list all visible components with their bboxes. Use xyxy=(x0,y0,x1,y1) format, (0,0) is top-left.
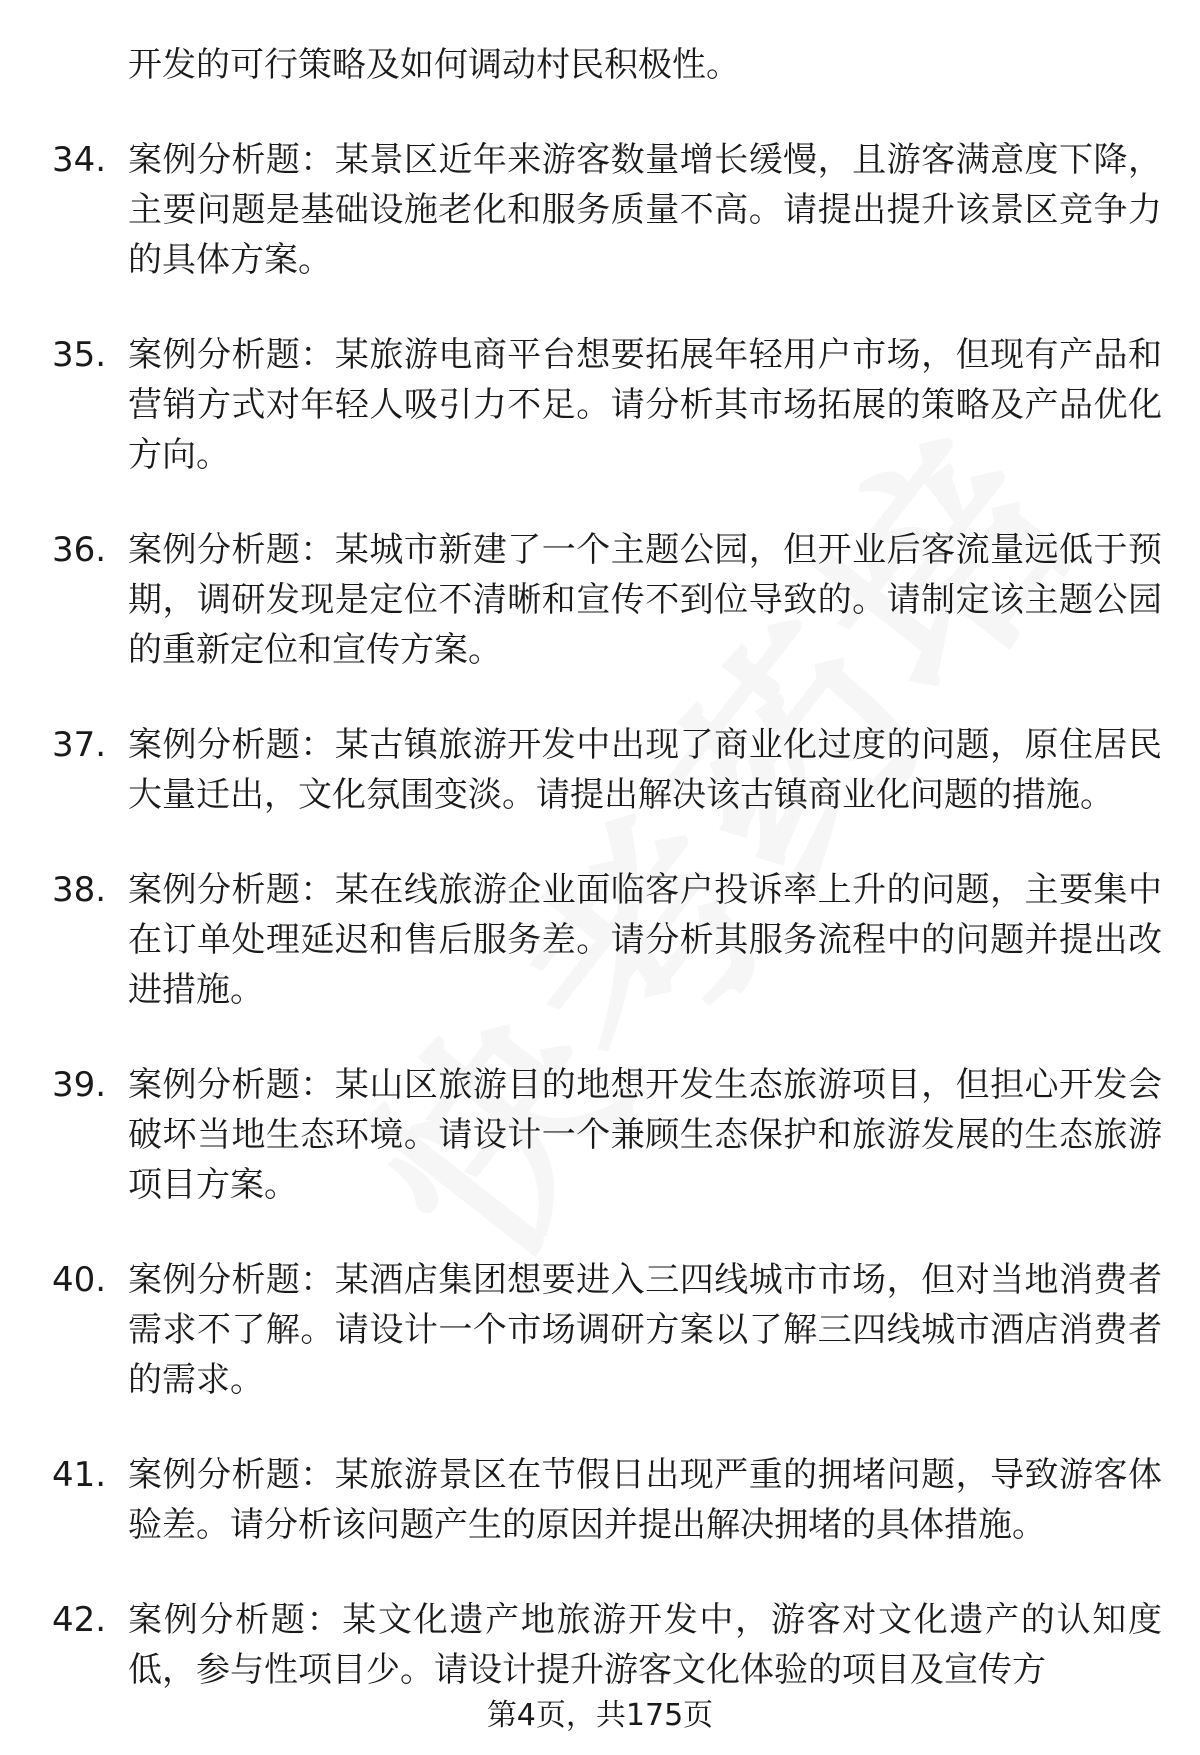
question-item xyxy=(52,720,1162,820)
question-number: 34. xyxy=(52,140,107,180)
question-number: 39. xyxy=(52,1065,107,1105)
question-number: 37. xyxy=(52,725,107,765)
question-number: 36. xyxy=(52,530,107,570)
question-item xyxy=(52,135,1162,285)
question-item xyxy=(52,1595,1162,1695)
question-text: 案例分析题：某酒店集团想要进入三四线城市市场，但对当地消费者需求不了解。请设计一个市场调研方案以了解三四线城市酒店消费者的需求。 xyxy=(128,1260,1162,1400)
question-text: 案例分析题：某山区旅游目的地想开发生态旅游项目，但担心开发会破坏当地生态环境。请设计一个兼顾生态保护和旅游发展的生态旅游项目方案。 xyxy=(128,1065,1162,1205)
question-text: 案例分析题：某在线旅游企业面临客户投诉率上升的问题，主要集中在订单处理延迟和售后服务差。请分析其服务流程中的问题并提出改进措施。 xyxy=(128,870,1162,1010)
question-text: 案例分析题：某城市新建了一个主题公园，但开业后客流量远低于预期，调研发现是定位不清晰和宣传不到位导致的。请制定该主题公园的重新定位和宣传方案。 xyxy=(128,530,1162,670)
question-text: 案例分析题：某旅游景区在节假日出现严重的拥堵问题，导致游客体验差。请分析该问题产生的原因并提出解决拥堵的具体措施。 xyxy=(128,1455,1162,1545)
question-text: 案例分析题：某文化遗产地旅游开发中，游客对文化遗产的认知度低，参与性项目少。请设计提升游客文化体验的项目及宣传方 xyxy=(128,1600,1162,1690)
continued-text: 开发的可行策略及如何调动村民积极性。 xyxy=(128,45,740,85)
question-item xyxy=(52,525,1162,675)
question-text: 案例分析题：某旅游电商平台想要拓展年轻用户市场，但现有产品和营销方式对年轻人吸引力不足。请分析其市场拓展的策略及产品优化方向。 xyxy=(128,335,1162,475)
question-text: 案例分析题：某古镇旅游开发中出现了商业化过度的问题，原住居民大量迁出，文化氛围变淡。请提出解决该古镇商业化问题的措施。 xyxy=(128,725,1162,815)
question-item xyxy=(52,1255,1162,1405)
question-number: 38. xyxy=(52,870,107,910)
question-item xyxy=(52,330,1162,480)
question-list xyxy=(52,40,1162,1740)
question-item xyxy=(52,1450,1162,1550)
page-number-footer: 第4页，共175页 xyxy=(486,1698,714,1733)
question-item xyxy=(52,865,1162,1015)
question-number: 42. xyxy=(52,1600,107,1640)
question-number: 41. xyxy=(52,1455,107,1495)
question-number: 40. xyxy=(52,1260,107,1300)
question-number: 35. xyxy=(52,335,107,375)
question-text: 案例分析题：某景区近年来游客数量增长缓慢，且游客满意度下降，主要问题是基础设施老化和服务质量不高。请提出提升该景区竞争力的具体方案。 xyxy=(128,140,1162,280)
question-item xyxy=(52,1060,1162,1210)
